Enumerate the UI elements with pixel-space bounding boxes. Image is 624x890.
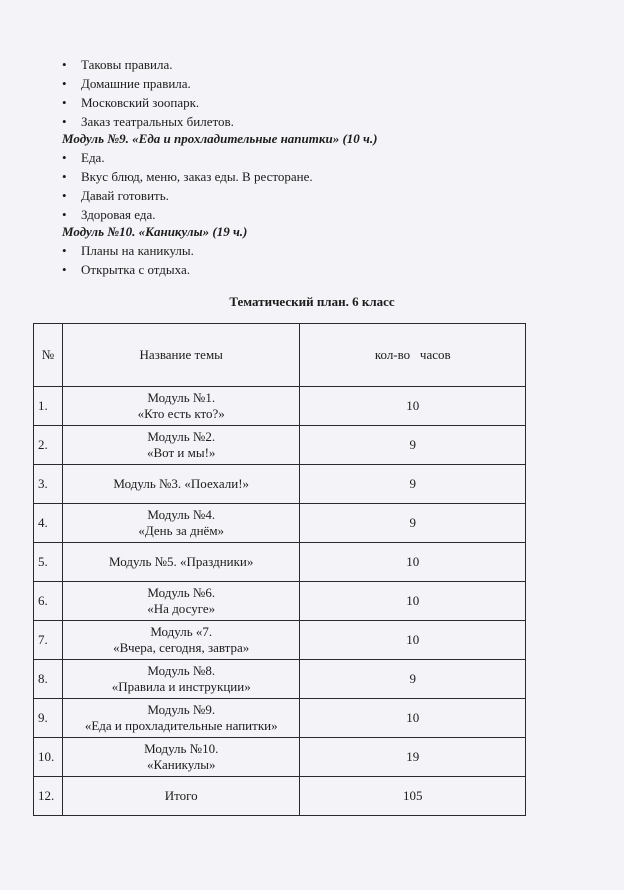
- row-topic-line1: Модуль №8.: [147, 663, 216, 678]
- row-topic: [62, 426, 300, 465]
- list-item: Открытка с отдыха.: [81, 262, 190, 277]
- module9-hours: (10 ч.): [342, 131, 378, 146]
- bullet-icon: •: [62, 207, 67, 222]
- row-num: 2.: [34, 426, 63, 465]
- row-topic-line1: Модуль «7.: [150, 624, 213, 639]
- list-item: Еда.: [81, 150, 105, 165]
- row-topic-line1: Модуль №10.: [144, 741, 219, 756]
- row-topic-line1: Модуль №6.: [147, 585, 216, 600]
- row-num: 1.: [34, 387, 63, 426]
- bullet-icon: •: [62, 95, 67, 110]
- table-row: [34, 543, 526, 582]
- row-topic: [62, 699, 300, 738]
- table-row: [34, 582, 526, 621]
- row-topic-line1: Модуль №1.: [147, 390, 216, 405]
- list-item: Заказ театральных билетов.: [81, 114, 234, 129]
- table-row: [34, 699, 526, 738]
- list-item: Домашние правила.: [81, 76, 191, 91]
- row-topic-line2: «День за днём»: [138, 523, 225, 538]
- row-num: 8.: [34, 660, 63, 699]
- row-topic-line2: «Вчера, сегодня, завтра»: [113, 640, 250, 655]
- row-topic: [62, 465, 300, 504]
- row-topic: [62, 738, 300, 777]
- row-hours: 105: [300, 777, 526, 816]
- list-item: Таковы правила.: [81, 57, 173, 72]
- row-hours: 9: [300, 465, 526, 504]
- row-topic-line1: Модуль №2.: [147, 429, 216, 444]
- row-topic-line2: «Каникулы»: [146, 757, 216, 772]
- row-topic-line2: «Правила и инструкции»: [111, 679, 251, 694]
- bullet-icon: •: [62, 243, 67, 258]
- module10-heading: [62, 223, 247, 241]
- table-row: [34, 504, 526, 543]
- table-row: [34, 777, 526, 816]
- bullet-icon: •: [62, 57, 67, 72]
- row-hours: 10: [300, 582, 526, 621]
- row-topic-line2: «Вот и мы!»: [147, 445, 216, 460]
- thematic-plan-table: [33, 323, 526, 816]
- row-topic: [62, 777, 300, 816]
- table-row: [34, 660, 526, 699]
- bullet-icon: •: [62, 262, 67, 277]
- bullet-icon: •: [62, 188, 67, 203]
- row-topic-line1: Модуль №9.: [147, 702, 216, 717]
- row-topic: [62, 543, 300, 582]
- row-hours: 9: [300, 504, 526, 543]
- header-num: №: [34, 324, 63, 387]
- row-num: 6.: [34, 582, 63, 621]
- row-hours: 10: [300, 387, 526, 426]
- row-topic-line2: «На досуге»: [147, 601, 216, 616]
- table-row: [34, 738, 526, 777]
- row-topic-line1: Модуль №5. «Праздники»: [109, 554, 254, 569]
- module9-title: Модуль №9. «Еда и прохладительные напитки»: [62, 131, 340, 146]
- table-header-row: [34, 324, 526, 387]
- row-topic: [62, 387, 300, 426]
- list-item: Здоровая еда.: [81, 207, 156, 222]
- bullet-icon: •: [62, 169, 67, 184]
- row-num: 7.: [34, 621, 63, 660]
- row-topic: [62, 582, 300, 621]
- row-hours: 19: [300, 738, 526, 777]
- header-hours: кол-во часов: [300, 324, 526, 387]
- row-topic-line1: Итого: [164, 788, 198, 803]
- bullet-icon: •: [62, 114, 67, 129]
- row-hours: 10: [300, 621, 526, 660]
- row-num: 3.: [34, 465, 63, 504]
- row-topic: [62, 660, 300, 699]
- row-hours: 9: [300, 426, 526, 465]
- row-topic-line1: Модуль №4.: [147, 507, 216, 522]
- module10-hours: (19 ч.): [212, 224, 248, 239]
- row-num: 4.: [34, 504, 63, 543]
- row-topic: [62, 621, 300, 660]
- row-topic-line2: «Еда и прохладительные напитки»: [84, 718, 278, 733]
- row-num: 9.: [34, 699, 63, 738]
- module10-title: Модуль №10. «Каникулы»: [62, 224, 210, 239]
- bullet-icon: •: [62, 150, 67, 165]
- row-hours: 10: [300, 543, 526, 582]
- row-hours: 9: [300, 660, 526, 699]
- module9-heading: [62, 130, 377, 148]
- table-row: [34, 426, 526, 465]
- row-topic-line2: «Кто есть кто?»: [137, 406, 225, 421]
- table-row: [34, 621, 526, 660]
- list-item: Вкус блюд, меню, заказ еды. В ресторане.: [81, 169, 313, 184]
- bullet-icon: •: [62, 76, 67, 91]
- header-topic: Название темы: [62, 324, 300, 387]
- row-hours: 10: [300, 699, 526, 738]
- row-num: 10.: [34, 738, 63, 777]
- list-item: Московский зоопарк.: [81, 95, 200, 110]
- row-num: 12.: [34, 777, 63, 816]
- list-item: Планы на каникулы.: [81, 243, 194, 258]
- table-row: [34, 387, 526, 426]
- table-row: [34, 465, 526, 504]
- list-item: Давай готовить.: [81, 188, 169, 203]
- row-topic-line1: Модуль №3. «Поехали!»: [113, 476, 250, 491]
- table-title: Тематический план. 6 класс: [229, 294, 395, 309]
- row-num: 5.: [34, 543, 63, 582]
- row-topic: [62, 504, 300, 543]
